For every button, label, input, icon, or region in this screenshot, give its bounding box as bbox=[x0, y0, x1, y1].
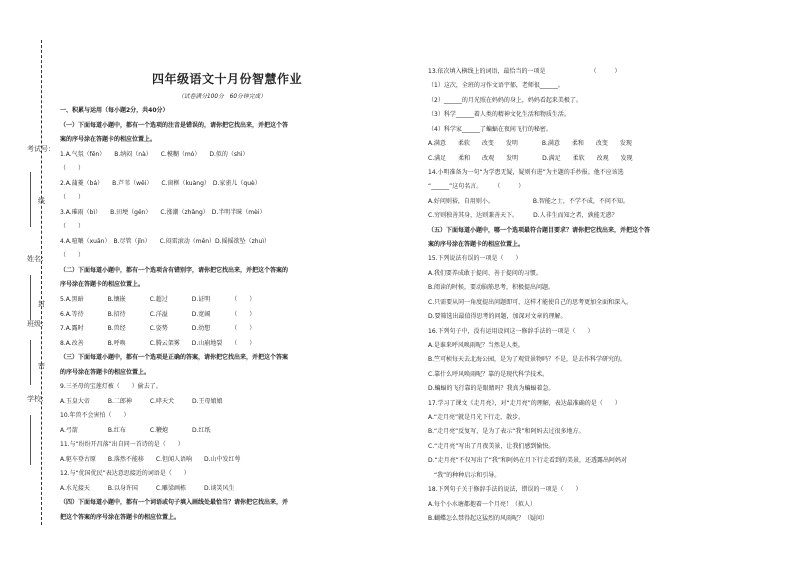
question-line: 11.与“纷纷开昌落”出自同一首诗的是（ ） bbox=[60, 441, 184, 449]
question-line: C.只需要从同一角度提出问题即可，这样才能使自己的思考更加全面和深入。 bbox=[428, 298, 633, 306]
question-line: 12.与“优国优民”表达意思接近的词语是（ ） bbox=[60, 470, 190, 478]
question-line: C.穷则独善其身，达则兼善天下。 D.人非生而知之者，孰能无惑？ bbox=[428, 212, 618, 220]
question-line: 序号涂在答题卡的相应位置上。 bbox=[60, 281, 145, 289]
question-line: 10.年兽不会害怕（ ） bbox=[60, 412, 130, 420]
question-line: A.弓箭 B.红布 C.鞭炮 D.红纸 bbox=[60, 426, 211, 434]
question-line: “我”的种种启示和引导。 bbox=[428, 471, 501, 479]
exam-number-label: 考试号： bbox=[27, 145, 55, 153]
question-line: （ ） bbox=[60, 194, 85, 202]
question-line: A.水光接天 B.以身许国 C.雕梁画栋 D.谈笑风生 bbox=[60, 484, 235, 492]
question-line: 15.下列说法有误的一项是（ ） bbox=[428, 255, 522, 263]
question-line: （2）______的月光照在妈妈的身上，妈妈看起来美极了。 bbox=[428, 96, 582, 104]
school-label: 学校： bbox=[27, 395, 48, 403]
question-line: 一、积累与运用（每小题2分，共40分） bbox=[60, 107, 169, 114]
question-line: （四）下面每道小题中，都有一个词语或句子填入画线处最恰当？请你把它找出来，并 bbox=[60, 499, 289, 507]
question-line: A.玉皇大帝 B.二郎神 C.哮天犬 D.王母娘娘 bbox=[60, 397, 223, 405]
question-line: A.满意 柔软 改变 发明 B.满意 柔和 改变 发现 bbox=[428, 140, 632, 148]
question-line: 把这个答案的序号涂在答题卡的相应位置上。 bbox=[60, 514, 181, 521]
question-line: 13.依次填入横线上的词语，最恰当的一项是 （ ） bbox=[428, 68, 621, 75]
question-line: A.是谁来呼风唤雨呢？当然是人类。 bbox=[428, 341, 524, 349]
question-line: 3.A.璀雨（bì） B.田埂（gěn） C.涨潮（zhǎng） D.半明半昧（mèi） bbox=[60, 208, 266, 216]
question-line: A.每个小水塘都抱着一个月亮！（拟人） bbox=[428, 500, 536, 508]
question-line: 案的序号涂在答题卡的相应位置上。 bbox=[60, 136, 157, 144]
question-line: 5.A.黑暗 B.镶嵌 C.超过 D.证明 （ ） bbox=[60, 295, 256, 303]
school-field bbox=[30, 415, 31, 465]
name-label: 姓名： bbox=[27, 255, 48, 263]
question-line: （3）科学______着人类的精神文化生活和物质生活。 bbox=[428, 111, 570, 119]
seal-mark-secret: 密 bbox=[38, 362, 45, 370]
question-line: （4）科学家______了蝙蝠在夜间飞行的秘密。 bbox=[428, 125, 552, 133]
question-line: 18.下列句子关于修辞手法的说法，错误的一项是（ ） bbox=[428, 486, 582, 494]
question-line: D.蝙蝠的飞行靠的是眼睛吗？我真为蝙蝠着急。 bbox=[428, 385, 555, 393]
question-line: 14.小明准备为一句“为学患无疑，疑则有进”为主题的手抄报。他不应该选 bbox=[428, 168, 624, 176]
class-field bbox=[30, 340, 31, 385]
question-line: 案的序号涂在答题卡的相应位置上。 bbox=[428, 241, 525, 249]
exam-number-field bbox=[30, 172, 31, 227]
question-line: A.驱车登古原 B.落然不能移 C.但闻人语响 D.山中发红萼 bbox=[60, 455, 241, 463]
seal-mark-seal: 封 bbox=[38, 300, 45, 308]
question-line: 的序号涂在答题卡的相应位置上。 bbox=[60, 368, 151, 376]
question-line: A.“走月亮”就是月光下行走，散步。 bbox=[428, 414, 525, 422]
question-line: 4.A.喧嚷（xuān） B.尽管（jǐn） C.闷雷滚动（mēn）D.摇摇欲坠（zhuì） bbox=[60, 237, 271, 245]
question-line: 17.学习了课文《走月亮》，对“走月亮”的理解，表达最准确的是（ ） bbox=[428, 399, 621, 407]
question-line: （ ） bbox=[60, 165, 85, 173]
question-line: （ ） bbox=[60, 223, 85, 231]
question-line: 8.A.改善 B.呼唤 C.腾云架雾 D.山崩地裂 （ ） bbox=[60, 339, 256, 347]
question-line: 2.A.蒲菱（bá） B.芦苇（wěi） C.窗框（kuàng） D.家雀儿（què） bbox=[60, 179, 261, 187]
name-field bbox=[30, 275, 31, 320]
question-line: （五）下面每道小题中，哪一个选项最符合题目要求？请你把它找出来，并把这个答 bbox=[428, 226, 651, 234]
question-line: D.“走月亮”不仅写出了“我”和阿妈在月下行走看到的美景，还透露出阿妈对 bbox=[428, 457, 627, 465]
question-line: A.好问则裕，自用则小。 B.智能之士，不学不成，不问不知。 bbox=[428, 197, 629, 205]
binding-line bbox=[41, 40, 42, 525]
question-line: 6.A.等待 B.招待 C.洋溢 D.宽阔 （ ） bbox=[60, 310, 256, 318]
page-title: 四年级语文十月份智慧作业 bbox=[152, 72, 303, 86]
question-line: B.蝴蝶怎么禁得起这猛烈的风雨呢？（疑问） bbox=[428, 515, 549, 522]
question-line: C.满足 柔和 改观 发明 D.满足 柔软 改观 发现 bbox=[428, 154, 633, 162]
question-line: 16.下列句子中，没有运用设问这一修辞手法的一项是（ ） bbox=[428, 327, 594, 335]
question-line: A.我们要养成敢于提问、善于提问的习惯。 bbox=[428, 269, 542, 277]
question-line: （三）下面每道小题中，都有一个选项是正确的答案，请你把它找出来，并把这个答案 bbox=[60, 354, 289, 362]
question-line: （ ） bbox=[60, 252, 85, 260]
seal-mark-line: 线 bbox=[38, 197, 45, 205]
page-subtitle: （试卷满分100分 60分钟完成） bbox=[178, 94, 267, 100]
question-line: 1.A.气氛（fēn） B.纳闷（nà） C.模糊（mó） D.似的（shì） bbox=[60, 150, 249, 158]
question-line: B.竺可桢每天去北海公园，是为了观赏景物吗？不是，是去作科学研究的。 bbox=[428, 356, 627, 364]
question-line: D.要筛选出最值得思考的问题，加深对文章的理解。 bbox=[428, 313, 567, 321]
question-line: B.阅读的时候，要动脑筋思考，积极提出问题。 bbox=[428, 284, 555, 292]
question-line: （一）下面每道小题中，都有一个选项的注音是错误的，请你把它找出来，并把这个答 bbox=[60, 121, 289, 129]
question-line: （二）下面每道小题中，都有一个选项含有错别字，请你把它找出来，并把这个答案的 bbox=[60, 266, 289, 274]
class-label: 班级： bbox=[27, 320, 48, 328]
question-line: B.“走月亮”反复写，是为了表示“我”和阿妈去过很多地方。 bbox=[428, 428, 585, 436]
question-line: （1）这次，全班的习作文语宇郁，老师很______。 bbox=[428, 82, 564, 90]
question-line: 9.三圣母的宝莲灯被（ ）偷去了。 bbox=[60, 383, 162, 391]
question-line: C.靠什么呼风唤雨呢？靠的是现代科学技术。 bbox=[428, 370, 549, 378]
question-line: “______”这句名言。 （ ） bbox=[428, 183, 525, 191]
question-line: C.“走月亮”写出了月夜美景，让我们感到愉快。 bbox=[428, 442, 555, 450]
question-line: 7.A.露时 B.兽经 C.姿势 D.幼想 （ ） bbox=[60, 325, 256, 333]
